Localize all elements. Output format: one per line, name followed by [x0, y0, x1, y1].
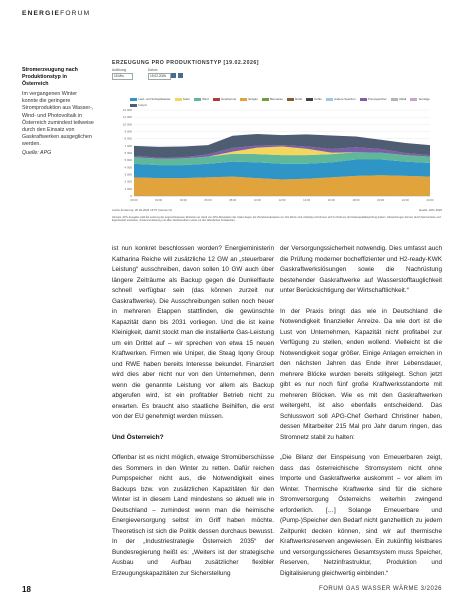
next-icon[interactable]: [178, 73, 183, 78]
legend-label: Abfall: [398, 97, 407, 101]
legend-label: Import: [138, 103, 147, 107]
chart-title: ERZEUGUNG PRO PRODUKTIONSTYP [19.02.2026]: [112, 60, 259, 66]
legend-swatch: [262, 98, 269, 101]
legend-swatch: [306, 98, 313, 101]
figure-caption: [22, 67, 94, 157]
x-tick-label: 00:00: [130, 198, 138, 202]
legend-item[interactable]: [130, 97, 171, 101]
page-header: [22, 10, 90, 17]
section-heading: Und Österreich?: [112, 433, 164, 441]
legend-item[interactable]: [360, 97, 387, 101]
legend-label: Erdgas: [248, 97, 258, 101]
text-column-left: [112, 244, 274, 579]
y-tick-label: 7 000: [124, 143, 132, 148]
date-label: Datum: [148, 68, 158, 72]
legend-item[interactable]: [287, 97, 302, 101]
text-column-right: [280, 244, 442, 579]
x-tick-label: 24:00: [426, 198, 434, 202]
y-tick-label: 3 000: [124, 172, 132, 177]
legend-swatch: [391, 98, 398, 101]
resolution-select[interactable]: 15 Min.: [112, 73, 133, 80]
x-tick-label: 04:00: [179, 198, 187, 202]
chart-footer: [112, 208, 442, 212]
chart-note: Hinweis: APG-Ausgabe stellt die Leistung der angeschlossenen Einheiten an Hand von APG-Messdaten dar. Daten liegen als Viertelstundenwerte vor. Die Werte sind vorläufig und können sich im Rahmen der Datenqualitätsprüfung ändern. Abweichungen können durch Netzverluste und Eigenbedarf entstehen. Zusammenfassung mit allen Netzbetreibern sowie mit den öffentlichen Kraftwerken.: [112, 216, 441, 223]
chart-figure: [112, 60, 442, 223]
legend-label: Lauf- und Schwellwasser: [138, 97, 171, 101]
legend-item[interactable]: [262, 97, 283, 101]
legend-item[interactable]: [194, 97, 209, 101]
legend-label: Kohle: [314, 97, 322, 101]
legend-label: Erdöl: [295, 97, 302, 101]
date-input[interactable]: 19.02.2026: [148, 73, 171, 80]
legend-label: Andere Speicher: [334, 97, 356, 101]
y-tick-label: 1 000: [124, 186, 132, 191]
x-tick-label: 22:00: [401, 198, 409, 202]
legend-label: Solar: [182, 97, 190, 101]
legend-item[interactable]: [306, 97, 322, 101]
legend-swatch: [326, 98, 333, 101]
y-tick-label: 0: [130, 194, 132, 198]
legend-item[interactable]: [391, 97, 407, 101]
legend-swatch: [175, 98, 182, 101]
legend-label: Biomasse: [270, 97, 283, 101]
legend-label: Pumpspeicher: [368, 97, 387, 101]
paragraph-gap: [280, 443, 442, 453]
legend-item[interactable]: [240, 97, 258, 101]
body-paragraph: der Versorgungssicherheit notwendig. Dies umfasst auch die Prüfung moderner bocheffizienter und H2-ready-KWK Gaskraftwerkslösungen sowie die Nachrüstung bestehender Gaskraftwerke auf Wasserstofftauglichkeit unter Berücksichtigung der Wirtschaftlichkeit.“: [280, 245, 442, 294]
y-tick-label: 4 000: [124, 165, 132, 170]
legend-swatch: [240, 98, 247, 101]
legend-swatch: [213, 98, 220, 101]
legend-item[interactable]: [410, 97, 430, 101]
y-tick-label: 2 000: [124, 179, 132, 184]
x-tick-label: 02:00: [155, 198, 163, 202]
journal-name: FORUM GAS WASSER WÄRME 3/2026: [319, 586, 442, 592]
legend-item[interactable]: [175, 97, 190, 101]
x-tick-label: 08:00: [229, 198, 237, 202]
calendar-icon[interactable]: [171, 73, 176, 78]
y-tick-label: 12 000: [122, 108, 132, 112]
y-tick-label: 8 000: [124, 136, 132, 141]
chart-source: Quelle: APG 2026: [418, 208, 442, 212]
resolution-label: Auflösung: [112, 68, 127, 72]
brand-bold: ENERGIE: [22, 10, 61, 17]
legend-item[interactable]: [213, 97, 237, 101]
date-filter: [148, 68, 157, 72]
chart-last-change: Letzte Änderung: 20.02.2026 14:57 (Version 6): [112, 208, 173, 212]
legend-swatch: [287, 98, 294, 101]
x-tick-label: 12:00: [278, 198, 286, 202]
paragraph-gap: [112, 443, 274, 453]
caption-source: Quelle: APG: [22, 150, 52, 157]
y-tick-label: 6 000: [124, 151, 132, 155]
page-footer: [22, 585, 442, 595]
brand-light: FORUM: [60, 10, 91, 17]
body-paragraph: ist nun konkret beschlossen worden? Energieministerin Katharina Reiche will zusätzliche 12 GW an „steuerbarer Leistung“ ausschreiben, davon sollen 10 GW auch über längere Zeiträume als Backup gegen die Dunkelflaute schnell verfügbar sein (das können zurzeit nur Gaskraftwerke). Die Ausschreibungen sollen noch heuer in mehreren Etappen stattfinden, die gewünschte Kapazität dann bis 2031 vorliegen. Und die ist keine Kleinigkeit, damit stockt man die installierte Gas-Leistung um ein Drittel auf – wir sprechen von etwa 15 neuen Kraftwerken. Firmen wie Uniper, die Steag Iqony Group und RWE haben bereits Interesse bekundet. Finanziert wird dies aber nicht nur von den Unternehmen, denn wenn die genannte Leistung vor allem als Backup abgerufen wird, ist ein profitabler Betrieb nicht zu erwarten. Es braucht also staatliche Beihilfen, die erst von der EU genehmigt werden müssen.: [112, 245, 274, 420]
legend-item[interactable]: [326, 97, 356, 101]
body-paragraph: Offenbar ist es nicht möglich, etwaige Stromüberschüsse des Sommers in den Winter zu retten. Dafür reichen Pumpspeicher nicht aus, die Notwendigkeit eines Backups bzw. von zusätzlichen Kapazitäten für den Winter ist in diesem Land mindestens so aktuell wie in Deutschland – zumindest wenn man die heimische Energieversorgung selbst im Griff haben möchte. Theoretisch ist sich die Politik dessen durchaus bewusst. In der „Industriestrategie Österreich 2035“ der Bundesregierung heißt es: „Weiters ist der strategische Ausbau und Aufbau zusätzlicher flexibler Erzeugungskapazitäten zur Sicherstellung: [112, 454, 274, 577]
stacked-area-chart: [112, 106, 442, 206]
caption-body: Im vergangenen Winter konnte die geringere Stromproduktion aus Wasser-, Wind- und Photovoltaik in Österreich zumindest teilweise durch den Einsatz von Gaskraftwerken ausgeglichen werden.: [22, 91, 94, 147]
legend-swatch: [360, 98, 367, 101]
y-tick-label: 5 000: [124, 158, 132, 163]
x-tick-label: 06:00: [204, 198, 212, 202]
legend-label: Geothermie: [221, 97, 237, 101]
legend-swatch: [194, 98, 201, 101]
x-tick-label: 20:00: [377, 198, 385, 202]
caption-title: Stromerzeugung nach Produktionstyp in Österreich: [22, 67, 78, 88]
x-tick-label: 16:00: [327, 198, 335, 202]
legend-swatch: [130, 98, 137, 101]
body-paragraph: „Die Bilanz der Einspeisung von Erneuerbaren zeigt, dass das österreichische Stromsystem nicht ohne Importe und Gaskraftwerke auskommt – vor allem im Winter. Thermische Kraftwerke sind für die sichere Stromversorgung Österreichs weiterhin zwingend erforderlich. […] Solange Erneuerbare und (Pump-)Speicher den Bedarf nicht ganzheitlich zu jedem Zeitpunkt decken können, sind wir auf thermische Kraftwerksreserven angewiesen. Ein zukünftig leistbares und versorgungssicheres Gesamtsystem muss Speicher, Reserven, Netzinfrastruktur, Produktion und Digitalisierung gleichwertig einbinden.“: [280, 454, 442, 577]
x-tick-label: 14:00: [303, 198, 311, 202]
legend-label: Sonstige: [418, 97, 430, 101]
y-tick-label: 11 000: [123, 115, 132, 120]
paragraph-gap: [280, 297, 442, 307]
x-tick-label: 10:00: [253, 198, 261, 202]
paragraph-gap: [112, 423, 274, 433]
body-paragraph: In der Praxis bringt das wie in Deutschland die Notwendigkeit finanzieller Anreize. Da wie dort ist die Lust von Unternehmen, Kapazität nicht profitabel zur Verfügung zu stellen, enden wollend. Vielleicht ist die Notwendigkeit sogar größer. Einige Anlagen erreichen in den nächsten Jahren das Ende ihrer Lebensdauer, mehrere Blöcke wurden bereits stillgelegt. Schon jetzt gibt es nur noch fünf große Kraftwerksstandorte mit mehreren Blöcken. Wie es mit den Gaskraftwerken weitergeht, ist also ebenfalls entscheidend. Das Schlusswort soll APG-Chef Gerhard Christiner haben, dessen Mitarbeiter 215 Mal pro Jahr darum ringen, das Stromnetz stabil zu halten:: [280, 307, 442, 441]
legend-swatch: [410, 98, 417, 101]
resolution-filter: [112, 68, 126, 72]
x-tick-label: 18:00: [352, 198, 360, 202]
legend-label: Wind: [202, 97, 209, 101]
page-number: 18: [22, 585, 31, 594]
y-tick-label: 10 000: [122, 122, 132, 127]
y-tick-label: 9 000: [124, 129, 132, 134]
